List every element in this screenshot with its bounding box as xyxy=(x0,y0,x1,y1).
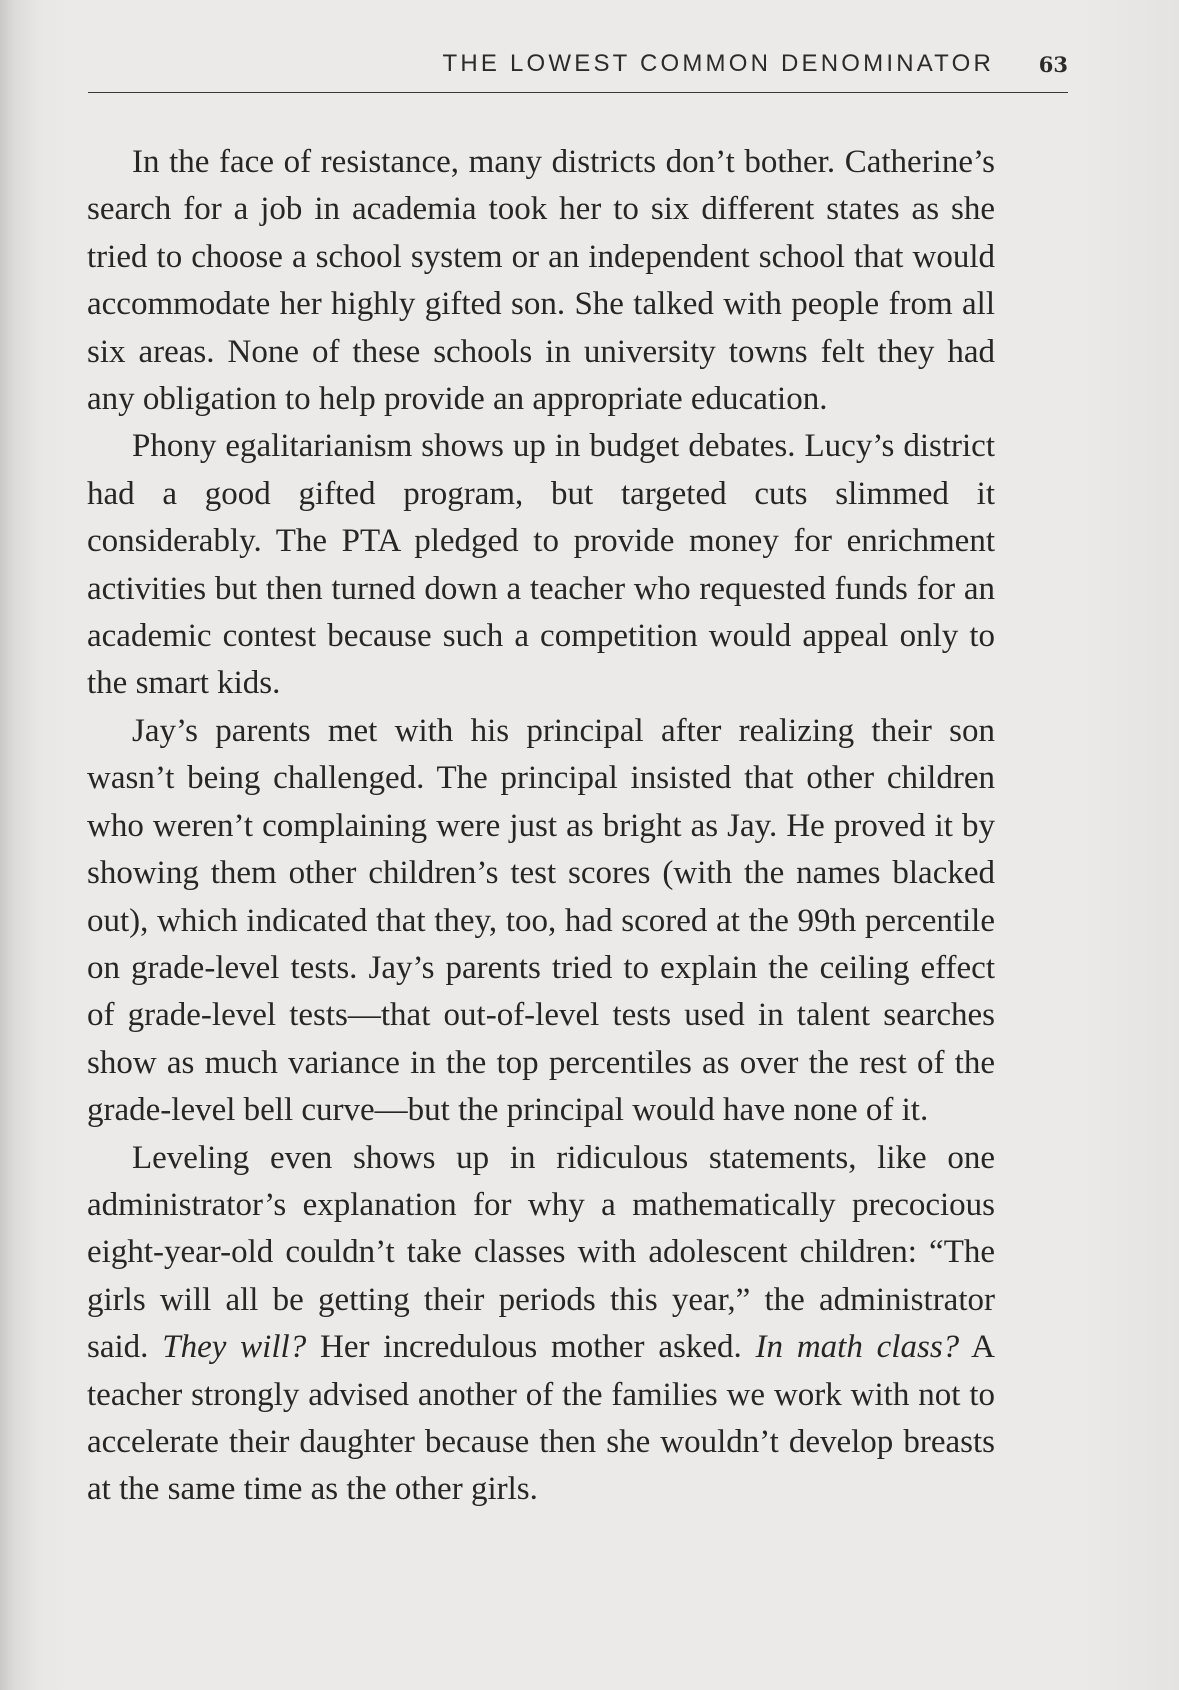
paragraph-4 xyxy=(87,1135,995,1514)
paragraph-4-text-a: Leveling even shows up in ridiculous statements, like one administrator’s explanation for why a mathematically precocious eight-year-old couldn’t take classes with adolescent children: “The girls will all be getting their periods this year,” the administrator said. xyxy=(87,1139,995,1366)
page-number: 63 xyxy=(1038,52,1068,77)
running-head: THE LOWEST COMMON DENOMINATOR xyxy=(442,50,994,77)
body-text xyxy=(87,139,995,1514)
paragraph-2: Phony egalitarianism shows up in budget debates. Lucy’s district had a good gifted program, but targeted cuts slimmed it considerably. The PTA pledged to provide money for enrichment activities but then turned down a teacher who requested funds for an academic contest because such a competition would appeal only to the smart kids. xyxy=(87,428,995,702)
paragraph-4-italic-a: They will? xyxy=(162,1329,307,1366)
paragraph-4-text-c: A teacher strongly advised another of the families we work with not to accelerate their daughter because then she wouldn’t develop breasts at the same time as the other girls. xyxy=(87,1329,995,1508)
paragraph-4-italic-b: In math class? xyxy=(755,1329,960,1366)
page-header xyxy=(88,46,1068,93)
paragraph-4-text-b: Her incredulous mother asked. xyxy=(306,1329,756,1366)
paragraph-1: In the face of resistance, many districts don’t bother. Catherine’s search for a job in academia took her to six different states as she tried to choose a school system or an independent school that would accommodate her highly gifted son. She talked with people from all six areas. None of these schools in university towns felt they had any obligation to help provide an appropriate education. xyxy=(87,144,995,418)
paragraph-3: Jay’s parents met with his principal after realizing their son wasn’t being challenged. The principal insisted that other children who weren’t complaining were just as bright as Jay. He proved it by showing them other children’s test scores (with the names blacked out), which indicated that they, too, had scored at the 99th percentile on grade-level tests. Jay’s parents tried to explain the ceiling effect of grade-level tests—that out-of-level tests used in talent searches show as much variance in the top percentiles as over the rest of the grade-level bell curve—but the principal would have none of it. xyxy=(87,712,995,1129)
